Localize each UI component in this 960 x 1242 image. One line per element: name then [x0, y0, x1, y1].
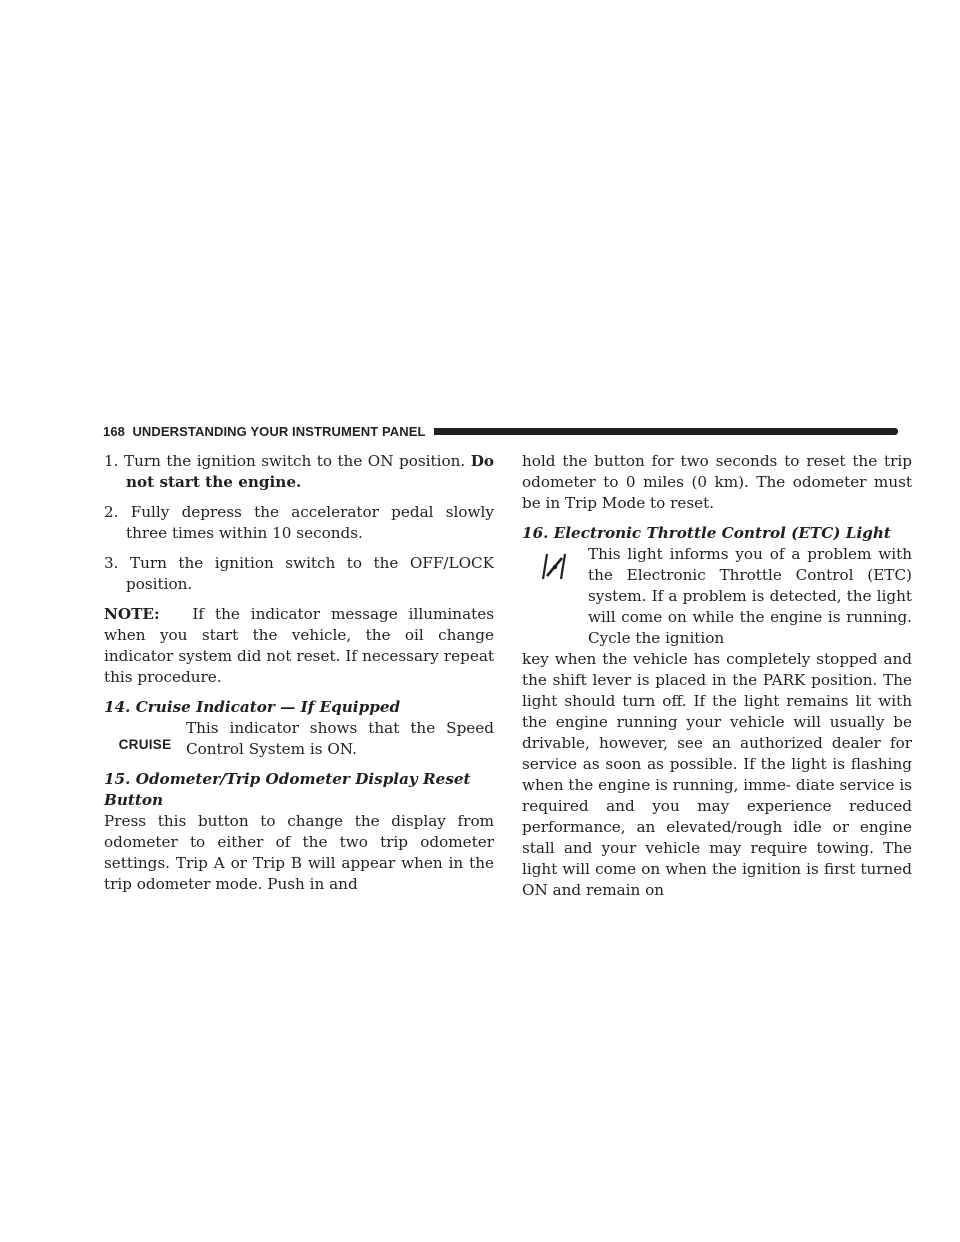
step-1-text: 1. Turn the ignition switch to the ON position. — [104, 452, 466, 470]
section-title: UNDERSTANDING YOUR INSTRUMENT PANEL — [132, 423, 426, 439]
page-header-text — [103, 424, 426, 439]
step-1 — [104, 451, 494, 493]
note-paragraph — [104, 604, 494, 688]
cruise-description: This indicator shows that the Speed Control System is ON. — [186, 719, 494, 758]
etc-description: This light informs you of a problem with the Electronic Throttle Control (ETC) system. If a problem is detected, the light will come on while the engine is running. Cycle the ignition — [588, 545, 912, 647]
header-rule — [434, 428, 898, 435]
page-number: 168 — [103, 423, 125, 439]
cruise-indicator-icon: CRUISE — [118, 736, 172, 752]
step-1-warning: Do not start the engine. — [126, 452, 494, 491]
left-column — [104, 451, 494, 895]
odometer-description: Press this button to change the display from odometer to either of the two trip odometer settings. Trip A or Trip B will appear when in the trip odometer mode. Push in and — [104, 812, 494, 893]
odometer-description-continued: hold the button for two seconds to reset the trip odometer to 0 miles (0 km). The odometer must be in Trip Mode to reset. — [522, 452, 912, 512]
note-label: NOTE: — [104, 605, 160, 623]
page-header — [103, 422, 898, 440]
step-3: 3. Turn the ignition switch to the OFF/LOCK position. — [104, 554, 494, 593]
odometer-heading: 15. Odometer/Trip Odometer Display Reset Button — [104, 770, 471, 809]
cruise-heading: 14. Cruise Indicator — If Equipped — [104, 698, 401, 716]
etc-description-continued: key when the vehicle has completely stopped and the shift lever is placed in the PARK position. The light should turn off. If the light remains lit with the engine running your vehicle will usually be drivable, however, see an authorized dealer for service as soon as possible. If the light is flashing when the engine is running, imme- diate service is required and you may experience reduced performance, an elevated/rough idle or engine stall and your vehicle may require towing. The light will come on when the ignition is first turned ON and remain on — [522, 650, 912, 899]
etc-light-row — [522, 544, 912, 649]
etc-heading: 16. Electronic Throttle Control (ETC) Light — [522, 524, 891, 542]
step-2: 2. Fully depress the accelerator pedal slowly three times within 10 seconds. — [104, 503, 494, 542]
note-text: If the indicator message illuminates when you start the vehicle, the oil change indicator system did not reset. If necessary repeat this procedure. — [104, 605, 495, 686]
throttle-control-icon — [538, 550, 572, 584]
right-column — [522, 451, 912, 901]
cruise-indicator-row — [104, 718, 494, 760]
